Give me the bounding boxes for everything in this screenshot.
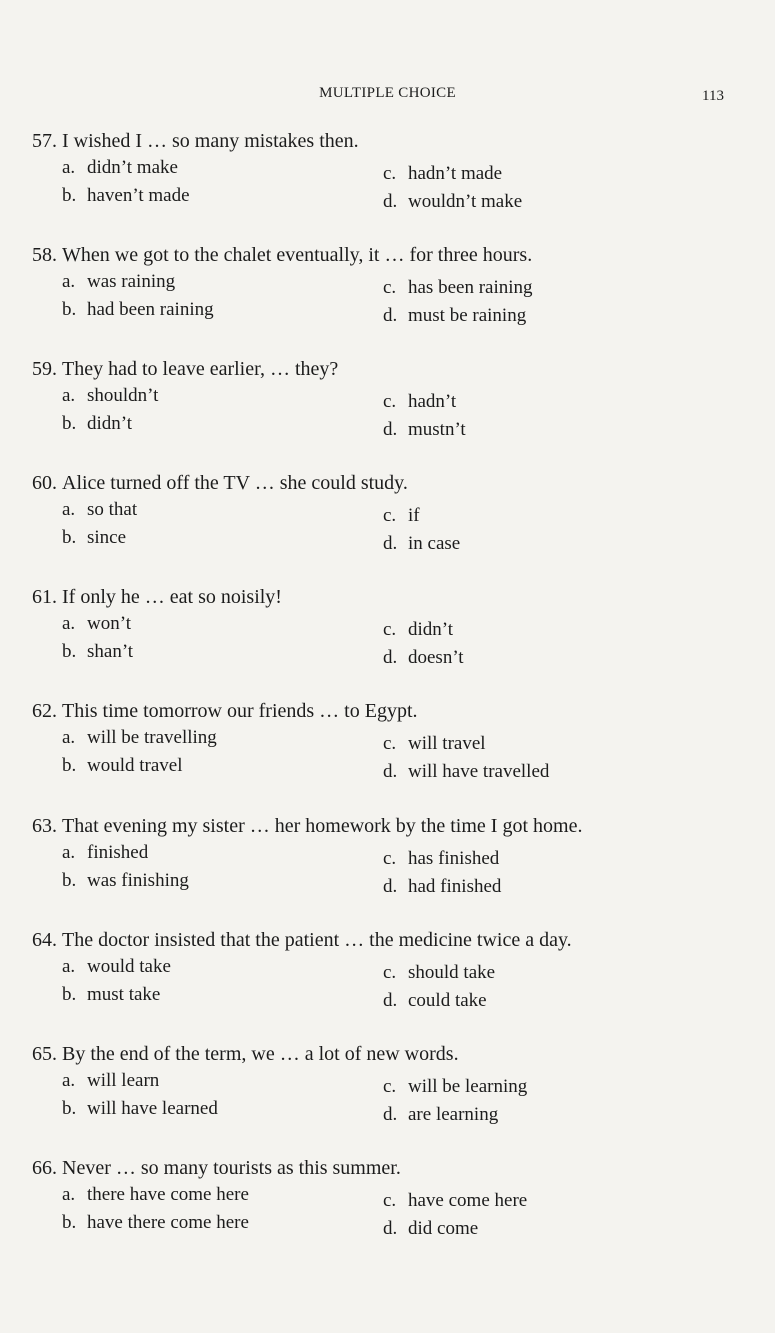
question-number: 57. [32,130,57,152]
option-b: b. would travel [62,755,183,776]
option-a: a. will learn [62,1070,160,1091]
question-text: If only he … eat so noisily! [62,586,282,608]
question-63 [0,815,775,925]
option-d: d. must be raining [383,305,527,326]
option-d: d. could take [383,990,487,1011]
option-b: b. must take [62,984,161,1005]
option-b: b. will have learned [62,1098,218,1119]
option-c: c. will travel [383,733,486,754]
option-d: d. wouldn’t make [383,191,523,212]
question-text: This time tomorrow our friends … to Egypt. [62,700,418,722]
option-a: a. will be travelling [62,727,217,748]
question-59 [0,358,775,468]
option-d: d. did come [383,1218,479,1239]
page-number: 113 [702,88,724,104]
option-c: c. hadn’t made [383,163,503,184]
question-number: 59. [32,358,57,380]
question-number: 58. [32,244,57,266]
option-a: a. so that [62,499,138,520]
option-a: a. was raining [62,271,176,292]
question-66 [0,1157,775,1267]
option-a: a. would take [62,956,171,977]
question-number: 62. [32,700,57,722]
question-text: That evening my sister … her homework by the time I got home. [62,815,583,837]
option-b: b. haven’t made [62,185,190,206]
question-number: 60. [32,472,57,494]
option-a: a. didn’t make [62,157,178,178]
option-b: b. didn’t [62,413,133,434]
option-a: a. won’t [62,613,131,634]
option-d: d. in case [383,533,461,554]
option-b: b. was finishing [62,870,189,891]
option-c: c. has finished [383,848,500,869]
question-61 [0,586,775,696]
question-60 [0,472,775,582]
option-b: b. shan’t [62,641,134,662]
question-65 [0,1043,775,1153]
option-c: c. hadn’t [383,391,457,412]
option-b: b. since [62,527,127,548]
question-57 [0,130,775,240]
question-text: By the end of the term, we … a lot of new words. [62,1043,459,1065]
option-a: a. there have come here [62,1184,249,1205]
option-c: c. has been raining [383,277,533,298]
question-number: 65. [32,1043,57,1065]
option-d: d. had finished [383,876,502,897]
question-text: I wished I … so many mistakes then. [62,130,359,152]
option-c: c. didn’t [383,619,454,640]
question-number: 64. [32,929,57,951]
question-64 [0,929,775,1039]
option-c: c. if [383,505,420,526]
option-b: b. have there come here [62,1212,249,1233]
question-58 [0,244,775,354]
question-number: 63. [32,815,57,837]
option-b: b. had been raining [62,299,214,320]
option-d: d. mustn’t [383,419,466,440]
option-c: c. will be learning [383,1076,528,1097]
option-d: d. will have travelled [383,761,550,782]
question-text: They had to leave earlier, … they? [62,358,339,380]
option-a: a. finished [62,842,149,863]
option-c: c. have come here [383,1190,528,1211]
question-number: 61. [32,586,57,608]
option-a: a. shouldn’t [62,385,159,406]
option-c: c. should take [383,962,496,983]
option-d: d. doesn’t [383,647,464,668]
question-number: 66. [32,1157,57,1179]
option-d: d. are learning [383,1104,499,1125]
question-text: Never … so many tourists as this summer. [62,1157,401,1179]
running-header: MULTIPLE CHOICE [319,85,456,101]
question-text: The doctor insisted that the patient … the medicine twice a day. [62,929,572,951]
question-text: Alice turned off the TV … she could study. [62,472,408,494]
question-62 [0,700,775,810]
question-text: When we got to the chalet eventually, it … for three hours. [62,244,533,266]
